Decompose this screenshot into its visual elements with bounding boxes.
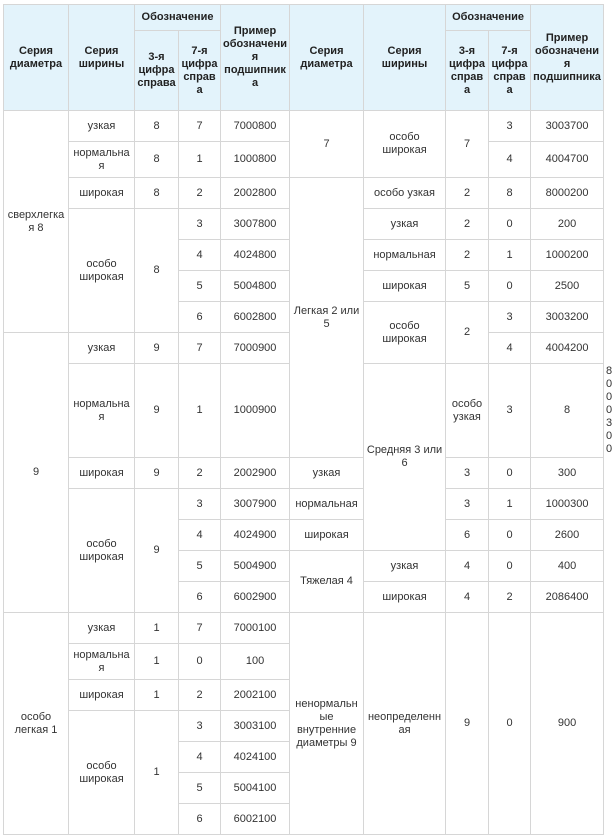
seventh-digit-cell: 8 <box>489 178 531 209</box>
width-series-cell: особо узкая <box>364 178 446 209</box>
example-cell: 1000800 <box>221 142 290 178</box>
example-cell: 2086400 <box>531 582 604 613</box>
seventh-digit-cell: 3 <box>179 209 221 240</box>
header-seventh-digit: 7-я цифра справа <box>489 31 531 111</box>
width-series-cell: узкая <box>69 333 135 364</box>
example-cell: 6002100 <box>221 804 290 835</box>
third-digit-cell: 9 <box>135 458 179 489</box>
diameter-series-cell: Легкая 2 или 5 <box>290 178 364 458</box>
width-series-cell: нормальная <box>290 489 364 520</box>
example-cell: 5004100 <box>221 773 290 804</box>
width-series-cell: узкая <box>69 111 135 142</box>
example-cell: 1000900 <box>221 364 290 458</box>
third-digit-cell: 4 <box>446 551 489 582</box>
seventh-digit-cell: 2 <box>489 582 531 613</box>
seventh-digit-cell: 8 <box>531 364 604 458</box>
third-digit-cell: 1 <box>135 644 179 680</box>
third-digit-cell: 9 <box>135 489 179 613</box>
width-series-cell: особо широкая <box>69 209 135 333</box>
example-cell: 6002900 <box>221 582 290 613</box>
example-cell: 3007900 <box>221 489 290 520</box>
example-cell: 900 <box>531 613 604 835</box>
third-digit-cell: 2 <box>446 209 489 240</box>
example-cell: 7000100 <box>221 613 290 644</box>
header-third-digit: 3-я цифра справа <box>135 31 179 111</box>
width-series-cell: узкая <box>364 551 446 582</box>
seventh-digit-cell: 4 <box>179 240 221 271</box>
example-cell: 4024100 <box>221 742 290 773</box>
example-cell: 3003700 <box>531 111 604 142</box>
seventh-digit-cell: 4 <box>179 742 221 773</box>
seventh-digit-cell: 7 <box>179 333 221 364</box>
example-cell: 300 <box>531 458 604 489</box>
header-seventh-digit: 7-я цифра справа <box>179 31 221 111</box>
seventh-digit-cell: 1 <box>179 142 221 178</box>
seventh-digit-cell: 1 <box>489 240 531 271</box>
example-cell: 2600 <box>531 520 604 551</box>
example-cell: 2500 <box>531 271 604 302</box>
third-digit-cell: 2 <box>446 302 489 364</box>
seventh-digit-cell: 4 <box>179 520 221 551</box>
diameter-series-cell: 7 <box>290 111 364 178</box>
width-series-cell: широкая <box>364 271 446 302</box>
width-series-cell: узкая <box>290 458 364 489</box>
seventh-digit-cell: 2 <box>179 680 221 711</box>
example-cell: 5004800 <box>221 271 290 302</box>
third-digit-cell: 8 <box>135 142 179 178</box>
header-diameter-series: Серия диаметра <box>290 5 364 111</box>
seventh-digit-cell: 7 <box>179 613 221 644</box>
width-series-cell: широкая <box>69 458 135 489</box>
seventh-digit-cell: 4 <box>489 333 531 364</box>
seventh-digit-cell: 0 <box>489 520 531 551</box>
seventh-digit-cell: 6 <box>179 302 221 333</box>
header-example: Пример обозначения подшипника <box>221 5 290 111</box>
seventh-digit-cell: 0 <box>489 613 531 835</box>
diameter-series-cell: сверхлегкая 8 <box>4 111 69 333</box>
third-digit-cell: 9 <box>135 333 179 364</box>
third-digit-cell: 2 <box>446 240 489 271</box>
third-digit-cell: 1 <box>135 711 179 835</box>
example-cell: 7000800 <box>221 111 290 142</box>
width-series-cell: особо широкая <box>364 302 446 364</box>
header-width-series: Серия ширины <box>69 5 135 111</box>
width-series-cell: нормальная <box>69 364 135 458</box>
third-digit-cell: 9 <box>135 364 179 458</box>
seventh-digit-cell: 5 <box>179 773 221 804</box>
third-digit-cell: 8 <box>135 111 179 142</box>
example-cell: 4024800 <box>221 240 290 271</box>
third-digit-cell: 8 <box>135 209 179 333</box>
example-cell: 100 <box>221 644 290 680</box>
example-cell: 200 <box>531 209 604 240</box>
width-series-cell: широкая <box>69 680 135 711</box>
header-width-series: Серия ширины <box>364 5 446 111</box>
example-cell: 2002900 <box>221 458 290 489</box>
header-designation: Обозначение <box>446 5 531 31</box>
header-diameter-series: Серия диаметра <box>4 5 69 111</box>
seventh-digit-cell: 0 <box>489 551 531 582</box>
example-cell: 400 <box>531 551 604 582</box>
header-third-digit: 3-я цифра справа <box>446 31 489 111</box>
example-cell: 1000300 <box>531 489 604 520</box>
third-digit-cell: 7 <box>446 111 489 178</box>
width-series-cell: неопределенная <box>364 613 446 835</box>
diameter-series-cell: 9 <box>4 333 69 613</box>
header-designation: Обозначение <box>135 5 221 31</box>
width-series-cell: нормальная <box>364 240 446 271</box>
seventh-digit-cell: 2 <box>179 458 221 489</box>
third-digit-cell: 5 <box>446 271 489 302</box>
seventh-digit-cell: 0 <box>489 458 531 489</box>
width-series-cell: нормальная <box>69 142 135 178</box>
width-series-cell: особо широкая <box>69 711 135 835</box>
third-digit-cell: 1 <box>135 680 179 711</box>
third-digit-cell: 6 <box>446 520 489 551</box>
diameter-series-cell: Средняя 3 или 6 <box>364 364 446 551</box>
example-cell: 4024900 <box>221 520 290 551</box>
header-example: Пример обозначения подшипника <box>531 5 604 111</box>
seventh-digit-cell: 2 <box>179 178 221 209</box>
seventh-digit-cell: 0 <box>489 271 531 302</box>
seventh-digit-cell: 7 <box>179 111 221 142</box>
seventh-digit-cell: 1 <box>489 489 531 520</box>
width-series-cell: особо широкая <box>69 489 135 613</box>
width-series-cell: широкая <box>364 582 446 613</box>
example-cell: 5004900 <box>221 551 290 582</box>
example-cell: 2002800 <box>221 178 290 209</box>
example-cell: 8000200 <box>531 178 604 209</box>
width-series-cell: широкая <box>290 520 364 551</box>
seventh-digit-cell: 6 <box>179 582 221 613</box>
example-cell: 3007800 <box>221 209 290 240</box>
seventh-digit-cell: 0 <box>489 209 531 240</box>
seventh-digit-cell: 5 <box>179 551 221 582</box>
diameter-series-cell: ненормальные внутренние диаметры 9 <box>290 613 364 835</box>
example-cell: 3003200 <box>531 302 604 333</box>
third-digit-cell: 3 <box>446 489 489 520</box>
example-cell: 7000900 <box>221 333 290 364</box>
example-cell: 2002100 <box>221 680 290 711</box>
seventh-digit-cell: 3 <box>489 111 531 142</box>
example-cell: 6002800 <box>221 302 290 333</box>
seventh-digit-cell: 0 <box>179 644 221 680</box>
example-cell: 4004200 <box>531 333 604 364</box>
seventh-digit-cell: 4 <box>489 142 531 178</box>
width-series-cell: широкая <box>69 178 135 209</box>
width-series-cell: узкая <box>69 613 135 644</box>
width-series-cell: особо узкая <box>446 364 489 458</box>
diameter-series-cell: Тяжелая 4 <box>290 551 364 613</box>
third-digit-cell: 3 <box>489 364 531 458</box>
seventh-digit-cell: 5 <box>179 271 221 302</box>
seventh-digit-cell: 3 <box>179 711 221 742</box>
seventh-digit-cell: 1 <box>179 364 221 458</box>
third-digit-cell: 1 <box>135 613 179 644</box>
seventh-digit-cell: 6 <box>179 804 221 835</box>
width-series-cell: нормальная <box>69 644 135 680</box>
width-series-cell: узкая <box>364 209 446 240</box>
third-digit-cell: 4 <box>446 582 489 613</box>
example-cell: 4004700 <box>531 142 604 178</box>
diameter-series-cell: особо легкая 1 <box>4 613 69 835</box>
example-cell: 3003100 <box>221 711 290 742</box>
third-digit-cell: 2 <box>446 178 489 209</box>
bearing-designation-table: Серия диаметра Серия ширины Обозначение Пример обозначения подшипника Серия диаметра Серия ширины Обозначение Пример обозначения подшипника 3-я цифра справа 7-я цифра справа 3-я цифра справа 7-я цифра справа сверхлегкая 8 узкая 8 7 7000800 7 особо широкая 7 3 3003700 нормальная 8 1 1000800 4 4004700 широкая 8 2 2002800 Легкая 2 или 5 особо узкая 2 8 8000200 особо широкая 8 3 3007800 узкая 2 0 200 4 4024800 нормальная 2 1 1000200 5 5004800 широкая 5 0 2500 6 6002800 особо широкая 2 3 3003200 9 узкая 9 7 7000900 4 4004200 нормальная 9 1 1000900 Средняя 3 или 6 особо узкая 3 8 8000300 широкая 9 2 2002900 узкая 3 0 300 особо широкая 9 3 3007900 нормальная 3 1 1000300 4 4024900 широкая 6 0 2600 5 5004900 Тяжелая 4 узкая 4 0 400 6 6002900 широкая 4 2 2086400 особо легкая 1 узкая 1 7 7000100 ненормальные внутренние диаметры 9 неопределенная 9 0 900 нормальная 1 0 100 широкая 1 2 2002100 особо широкая 1 3 3003100 4 4024100 5 5004100 6 6002100 <box>3 4 604 835</box>
seventh-digit-cell: 3 <box>489 302 531 333</box>
third-digit-cell: 9 <box>446 613 489 835</box>
third-digit-cell: 3 <box>446 458 489 489</box>
width-series-cell: особо широкая <box>364 111 446 178</box>
example-cell: 1000200 <box>531 240 604 271</box>
third-digit-cell: 8 <box>135 178 179 209</box>
seventh-digit-cell: 3 <box>179 489 221 520</box>
